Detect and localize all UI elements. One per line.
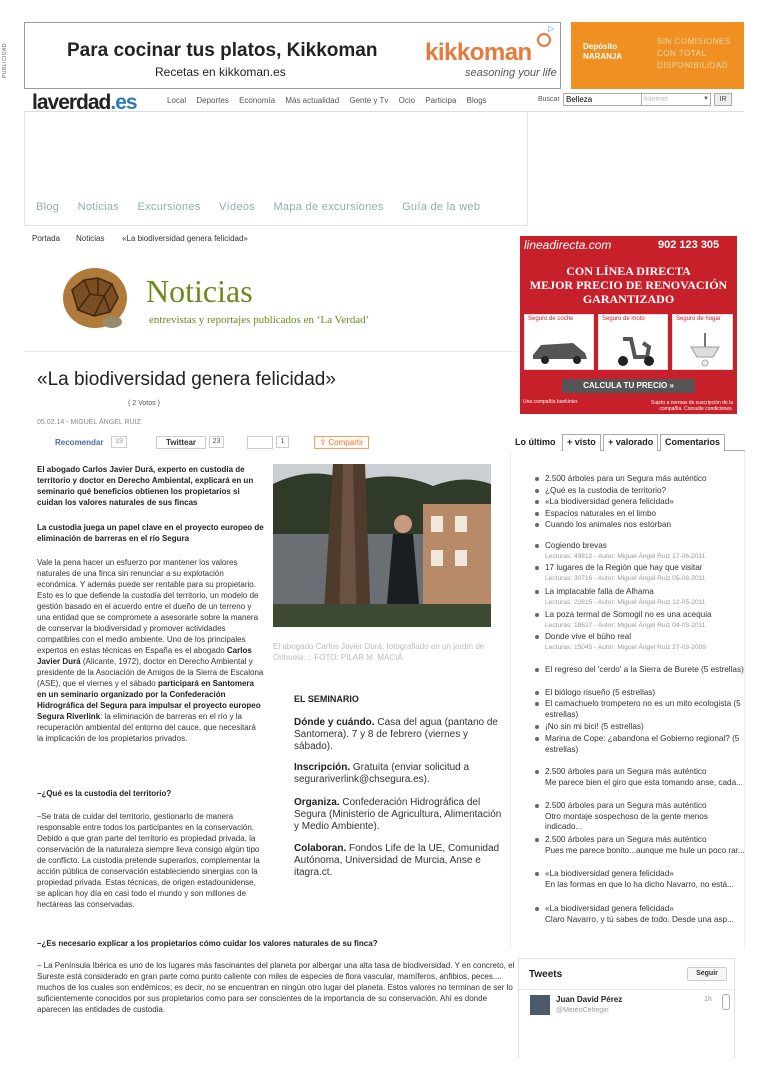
tweets-title: Tweets [529,969,563,980]
tweet-time: 1h [704,996,712,1003]
comment-text: Claro Navarro, y tú sabes de todo. Desde una asp... [545,914,734,924]
menu-item-guia[interactable]: Guía de la web [402,201,481,213]
lamp-icon [685,333,725,367]
scrollbar[interactable] [722,994,730,1010]
seminar-organizer [294,797,504,833]
article-paragraph: Vale la pena hacer un esfuerzo por mantener los valores naturales de una finca sin renunciar a su explotación económica. Y además puede ser rentable para su propietario. Esto es lo que defiende la custodia del territorio, un modelo de gestión basado en el acuerdo entre el dueño de un terreno y una entidad que se compromete a asesorarle sobre la manera de conservar la biodiversidad y promover actividades compatibles con el medio ambiente. Uno de los principales expertos en estas técnicas en España es el abogado Carlos Javier Durá (Alicante, 1972), doctor en Derecho Ambiental y presidente de la Asociación de Amigos de la Sierra de Escalona (ASE), que el viernes y el sábado participará en Santomera en un seminario organizado por la Confederación Hidrográfica del Segura para impulsar el proyecto europeo Segura Riverlink: la eliminación de barreras en el río y la recuperación ambiental del entorno del cauce, que necesitará la implicación de los propietarios privados. [37,558,264,743]
ad-line-3: GARANTIZADO [582,292,675,306]
seminar-col-label: Colaboran. [294,843,347,854]
article-paragraph: – La Península Ibérica es uno de los lugares más fascinantes del planeta por albergar una alta tasa de biodiversidad. Y en concreto, el Sureste está considerado en gran parte como punto caliente con miles de especies de flora vascular, mamíferos, anfibios, peces.... muchos de los cuales son endémicos; es decir, no se encuentran en ningún otro lugar del planeta. Estos valores no terminan de ser lo suficientemente conocidos por sus propietarios como para ser conscientes de la importancia de su conservación. Ahí es donde aparecen las entidades de custodia. [37,961,515,1014]
ad-footer-left: Una compañía bankinter. [523,399,579,405]
list-item[interactable]: ¿Qué es la custodia de territorio? [545,486,745,497]
seminar-when-label: Dónde y cuándo. [294,717,375,728]
list-item[interactable] [545,767,745,788]
seminar-when-text: Casa del agua (pantano de Santomera). 7 y 8 de febrero (viernes y sábado). [294,717,498,752]
comment-text: Pues me parece bonito...aunque me hule un poco rar... [545,845,745,855]
list-item[interactable] [545,904,745,925]
list-item-title[interactable]: La poza termal de Somogil no es una acequia [545,610,712,619]
nav-link-mas-actualidad[interactable]: Más actualidad [285,96,340,105]
list-item[interactable] [545,610,745,631]
article-paragraph: –Se trata de cuidar del territorio, gestionarlo de manera responsable entre todos los participantes en la conservación. Debido a que gran parte del territorio es propiedad privada, la conservación de la naturaleza siempre lleva consigo algún tipo de conflicto. La custodia pretende superarlos, complementar la acción pública de conservación estableciendo sinergias con la propiedad privada. Estas técnicas, de origen estadounidense, se aplican hoy día en casi todo el mundo y son millones de hectáreas las conservadas. [37,812,260,909]
ad-subline[interactable]: Recetas en kikkoman.es [155,65,286,79]
article-question: –¿Qué es la custodia del territorio? [37,789,172,798]
nav-link-ocio[interactable]: Ocio [398,96,416,105]
nav-link-gente-tv[interactable]: Gente y Tv [349,96,389,105]
tweet-button[interactable]: Twittear [156,436,206,449]
list-item[interactable]: Cuando los animales nos estorban [545,520,745,531]
article-byline: 05.02.14 - MIGUEL ÁNGEL RUIZ [37,419,141,426]
comment-title[interactable]: 2.500 árboles para un Segura más auténtico [545,835,707,844]
google-plus-count: 1 [276,436,289,448]
ad-label: PUBLICIDAD [2,42,8,78]
google-plus-button[interactable] [247,436,273,449]
tab-mas-visto[interactable]: + visto [562,434,601,451]
ad-tagline: seasoning your life [465,67,557,79]
nav-link-deportes[interactable]: Deportes [196,96,229,105]
list-item-title[interactable]: Cogiendo brevas [545,541,607,550]
sidebar-tabs [510,433,745,451]
article-photo[interactable] [273,464,491,627]
ad-choices-icon[interactable]: ▷ [548,24,555,33]
search-go-button[interactable]: IR [714,93,732,106]
ad-orange-title: Depósito NARANJA [583,42,623,61]
list-item-title[interactable]: La implacable falla de Alhama [545,587,654,596]
ad-card-label: Seguro de coche [528,316,574,322]
list-item[interactable]: Espacios naturales en el limbo [545,509,745,520]
ad-line-2: MEJOR PRECIO DE RENOVACIÓN [529,278,728,292]
ad-headline[interactable]: Para cocinar tus platos, Kikkoman [67,40,378,61]
comment-text: Me parece bien el giro que esta tomando anse, cada... [545,777,743,787]
list-item[interactable] [545,587,745,608]
calculate-price-button[interactable]: CALCULA TU PRECIO » [562,379,695,393]
tweet-count: 23 [209,436,224,448]
chevron-down-icon[interactable]: ▼ [703,96,709,102]
breadcrumb [24,226,528,252]
menu-item-blog[interactable]: Blog [36,201,60,213]
list-item[interactable]: El camachuelo trompetero no es un mito ecologista (5 estrellas) [545,699,745,720]
menu-item-excursiones[interactable]: Excursiones [137,201,201,213]
ad-line-1: CON LÍNEA DIRECTA [566,264,691,278]
list-item[interactable]: El biólogo risueño (5 estrellas) [545,688,745,699]
section-title: Noticias [146,273,253,309]
ad-card-moto[interactable] [598,314,668,370]
seminar-title: EL SEMINARIO [294,694,359,704]
linea-directa-ad[interactable] [520,236,737,414]
list-item[interactable]: El regreso del 'cerdo' a la Sierra de Burete (5 estrellas) [545,665,744,674]
article-lead: El abogado Carlos Javier Durá, experto en custodia de territorio y doctor en Derecho Ambiental, explicará en un seminario qué beneficios obtienen los propietarios si cuidan los valores naturales de sus fincas [37,465,254,507]
votes-count: ( 2 Votos ) [128,400,160,407]
ad-card-label: Seguro de moto [602,316,645,322]
list-item[interactable]: ¡No sin mi bici! (5 estrellas) [545,722,745,733]
breadcrumb-noticias[interactable]: Noticias [76,234,105,243]
deposito-naranja-ad[interactable] [571,22,744,89]
ad-card-label: Seguro de hogar [676,316,721,322]
article-subhead: La custodia juega un papel clave en el proyecto europeo de eliminación de barreras en el río Segura [37,523,264,543]
share-button[interactable] [314,436,369,449]
ad-card-hogar[interactable] [672,314,733,370]
list-item[interactable] [545,632,745,653]
banner-area [24,112,528,196]
list-item[interactable] [545,801,745,833]
nav-link-local[interactable]: Local [167,96,187,105]
logo-main: laverdad [32,91,111,114]
seminar-reg-text: Gratuita (enviar solicitud a segurariverlink@chsegura.es). [294,762,470,785]
ad-footer-right: Sujeto a normas de suscripción de la compañía. Consulte condiciones. [651,400,733,412]
list-item-title[interactable]: 17 lugares de la Región que hay que visitar [545,563,703,572]
section-header [24,252,528,352]
comment-title[interactable]: 2.500 árboles para un Segura más auténtico [545,767,707,776]
comment-title[interactable]: 2.500 árboles para un Segura más auténtico [545,801,707,810]
nav-link-blogs[interactable]: Blogs [466,96,487,105]
list-item[interactable] [545,869,745,890]
tab-comentarios[interactable]: Comentarios [660,434,725,451]
ad-brand: lineadirecta.com [524,238,612,252]
menu-item-mapa[interactable]: Mapa de excursiones [273,201,384,213]
list-item-meta: Lecturas: 18627 - Autor: Miguel Ángel Ruiz 04-03-2011 [545,621,706,629]
article-question: –¿Es necesario explicar a los propietarios cómo cuidar los valores naturales de su finca? [37,939,378,948]
recommend-button[interactable]: Recomendar [55,438,104,447]
ad-phone: 902 123 305 [658,239,720,251]
menu-item-videos[interactable]: Vídeos [219,201,256,213]
photo-caption: El abogado Carlos Javier Durá, fotografiado en un jardín de Orihuela. :: FOTO: PILAR M. MACIÁ [273,642,485,662]
section-menu [24,196,528,226]
recommend-count: 19 [111,436,127,448]
article-title: «La biodiversidad genera felicidad» [37,369,336,390]
breadcrumb-current: «La biodiversidad genera felicidad» [122,234,248,243]
menu-item-noticias[interactable]: Noticias [77,201,120,213]
share-label: Compartir [328,438,364,447]
tab-mas-valorado[interactable]: + valorado [603,434,658,451]
list-item-title[interactable]: Donde vive el búho real [545,632,632,641]
logo-tld: .es [110,91,137,114]
tweets-widget [518,958,735,1058]
scooter-icon [613,333,657,367]
comment-title[interactable]: «La biodiversidad genera felicidad» [545,904,674,913]
kikkoman-logo: kikkoman [425,39,532,66]
seminar-org-label: Organiza. [294,797,340,808]
list-item[interactable] [545,835,745,856]
nav-link-economia[interactable]: Economía [239,96,276,105]
search-label: Buscar [538,96,560,103]
top-nav [24,90,744,112]
follow-button[interactable]: Seguir [687,967,727,981]
list-item-meta: Lecturas: 15045 - Autor: Miguel Ángel Ruiz 27-03-2009 [545,643,706,651]
tweet-author-name[interactable]: Juan David Pérez [556,995,623,1004]
seminar-col-text: Fondos Life de la UE, Comunidad Autónoma, Universidad de Murcia, Anse e itagra.ct. [294,843,500,878]
car-icon [529,335,591,365]
list-item[interactable]: «La biodiversidad genera felicidad» [545,497,745,508]
comment-text: En las formas en que lo ha dicho Navarro, no está... [545,879,734,889]
seminar-org-text: Confederación Hidrográfica del Segura (Ministerio de Agricultura, Alimentación y Medio Ambiente). [294,797,502,832]
comment-title[interactable]: «La biodiversidad genera felicidad» [545,869,674,878]
kikkoman-badge-icon [537,33,551,47]
list-item[interactable] [545,563,745,584]
list-item-meta: Lecturas: 30716 - Autor: Miguel Ángel Ruiz 05-08-2011 [545,574,706,582]
seminar-reg-label: Inscripción. [294,762,351,773]
ad-card-coche[interactable] [524,314,594,370]
list-item[interactable]: Marina de Cope: ¿abandona el Gobierno regional? (5 estrellas) [545,734,745,755]
list-item-meta: Lecturas: 22815 - Autor: Miguel Ángel Ruiz 12-05-2011 [545,598,706,606]
list-item[interactable]: 2.500 árboles para un Segura más auténtico [545,474,745,485]
tab-lo-ultimo[interactable]: Lo último [510,434,561,451]
list-item-meta: Lecturas: 49812 - Autor: Miguel Ángel Ruiz 17-06-2011 [545,552,706,560]
share-icon: ⇪ [319,438,329,447]
comment-text: Otro montaje sospechoso de la gente menos indicado... [545,811,708,831]
divider [519,989,734,990]
avatar[interactable] [530,995,550,1015]
seminar-registration [294,762,504,786]
tweet-author-handle[interactable]: @MeteoCehegin [556,1007,609,1014]
section-subtitle: entrevistas y reportajes publicados en ‘La Verdad’ [149,314,370,326]
nav-link-participa[interactable]: Participa [425,96,457,105]
kikkoman-ad[interactable] [24,22,561,89]
ad-orange-text: SIN COMISIONES CON TOTAL DISPONIBILIDAD [657,37,731,70]
seminar-when [294,717,504,753]
seminar-collaborators [294,843,504,879]
search-scope-select[interactable]: Internet [641,93,711,106]
nav-links [167,96,495,105]
turtle-icon [60,260,130,332]
list-item[interactable] [545,541,745,562]
breadcrumb-portada[interactable]: Portada [32,234,61,243]
